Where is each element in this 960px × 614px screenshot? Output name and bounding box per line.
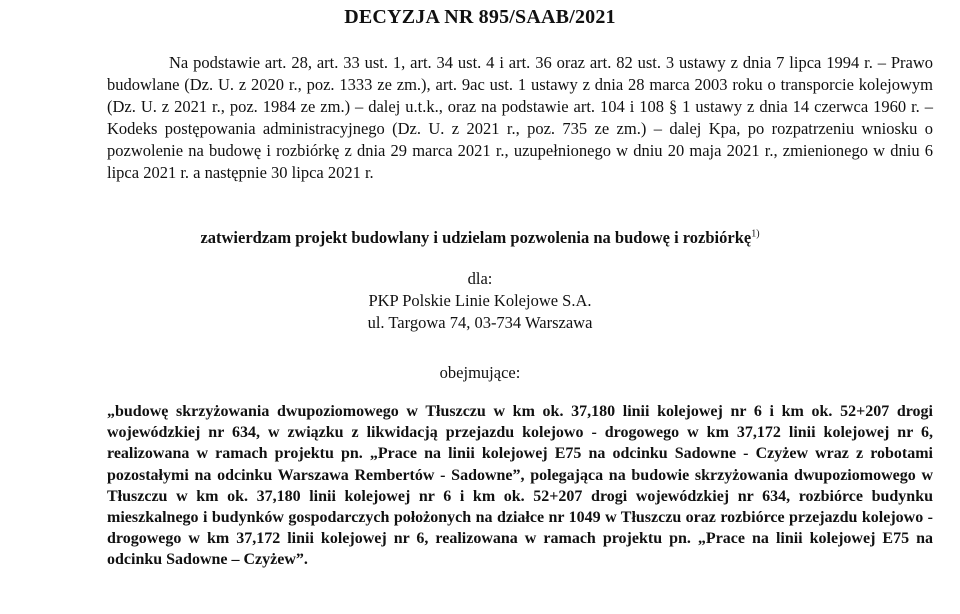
recipient-label: dla: [467,269,493,288]
decision-statement-text: zatwierdzam projekt budowlany i udzielam pozwolenia na budowę i rozbiórkę [200,228,752,247]
decision-statement [0,228,960,248]
recipient-address: ul. Targowa 74, 03-734 Warszawa [367,313,593,332]
scope-label: obejmujące: [439,363,521,382]
legal-basis-paragraph: Na podstawie art. 28, art. 33 ust. 1, art. 34 ust. 4 i art. 36 oraz art. 82 ust. 3 ustawy z dnia 7 lipca 1994 r. – Prawo budowlane (Dz. U. z 2020 r., poz. 1333 ze zm.), art. 9ac ust. 1 ustawy z dnia 28 marca 2003 roku o transporcie kolejowym (Dz. U. z 2021 r., poz. 1984 ze zm.) – dalej u.t.k., oraz na podstawie art. 104 i 108 § 1 ustawy z dnia 14 czerwca 1960 r. – Kodeks postępowania administracyjnego (Dz. U. z 2021 r., poz. 735 ze zm.) – dalej Kpa, po rozpatrzeniu wniosku o pozwolenie na budowę i rozbiórkę z dnia 29 marca 2021 r., uzupełnionego w dniu 20 maja 2021 r., zmienionego w dniu 6 lipca 2021 r. a następnie 30 lipca 2021 r. [107,53,933,182]
recipient-name: PKP Polskie Linie Kolejowe S.A. [368,291,592,310]
scope-paragraph: „budowę skrzyżowania dwupoziomowego w Tłuszczu w km ok. 37,180 linii kolejowej nr 6 i km ok. 52+207 drogi wojewódzkiej nr 634, w związku z likwidacją przejazdu kolejowo - drogowego w km 37,172 linii kolejowej nr 6, realizowana w ramach projektu pn. „Prace na linii kolejowej E75 na odcinku Sadowne - Czyżew wraz z robotami pozostałymi na odcinku Warszawa Rembertów - Sadowne”, polegająca na budowie skrzyżowania dwupoziomowego w Tłuszczu w km ok. 37,180 linii kolejowej nr 6 i km ok. 52+207 drogi wojewódzkiej nr 634, rozbiórce budynku mieszkalnego i budynków gospodarczych położonych na działce nr 1049 w Tłuszczu oraz rozbiórce przejazdu kolejowo - drogowego w km 37,172 linii kolejowej nr 6, realizowana w ramach projektu pn. „Prace na linii kolejowej E75 na odcinku Sadowne – Czyżew”. [107,403,933,569]
footnote-marker: 1) [751,228,760,240]
decision-title: DECYZJA NR 895/SAAB/2021 [344,6,616,28]
